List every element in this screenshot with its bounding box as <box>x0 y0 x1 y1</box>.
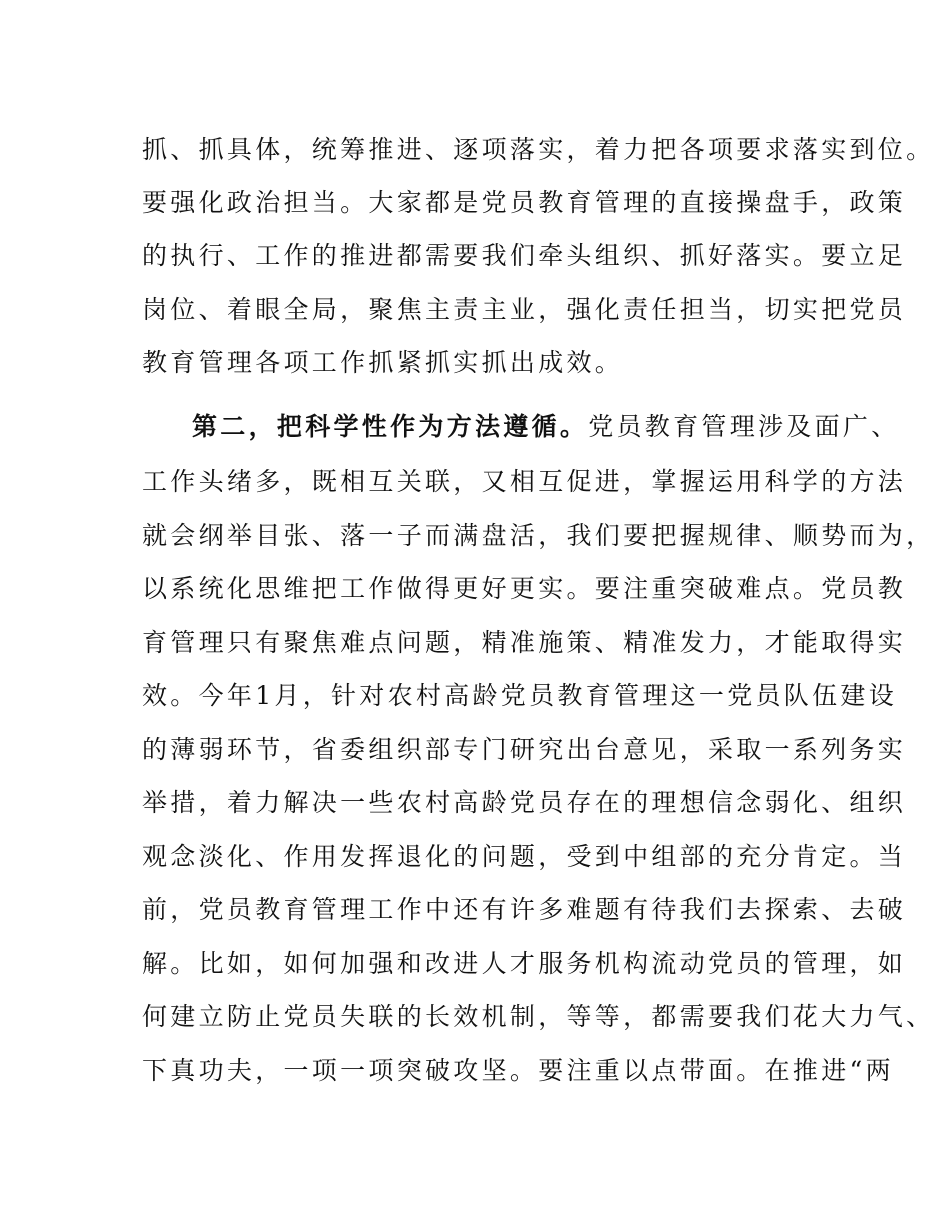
text-line-3: 的执行、工作的推进都需要我们牵头组织、抓好落实。要立足 <box>142 241 907 270</box>
text-line-17: 何建立防止党员失联的长效机制，等等，都需要我们花大力气、 <box>142 1002 935 1031</box>
text-line-8: 就会纲举目张、落一子而满盘活，我们要把握规律、顺势而为， <box>142 521 935 550</box>
text-line-2: 要强化政治担当。大家都是党员教育管理的直接操盘手，政策 <box>142 188 907 217</box>
text-line-18: 下真功夫，一项一项突破攻坚。要注重以点带面。在推进“两 <box>142 1056 894 1085</box>
text-line-9: 以系统化思维把工作做得更好更实。要注重突破难点。党员教 <box>142 574 907 603</box>
paragraph-2-first-line <box>192 407 900 447</box>
text-line-1: 抓、抓具体，统筹推进、逐项落实，着力把各项要求落实到位。 <box>142 135 935 164</box>
text-line-7: 工作头绪多，既相互关联，又相互促进，掌握运用科学的方法 <box>142 467 907 496</box>
text-line-10: 育管理只有聚焦难点问题，精准施策、精准发力，才能取得实 <box>142 628 907 657</box>
section-heading: 第二，把科学性作为方法遵循。 <box>192 412 589 441</box>
text-line-5: 教育管理各项工作抓紧抓实抓出成效。 <box>142 348 624 377</box>
text-line-11: 效。今年1月，针对农村高龄党员教育管理这一党员队伍建设 <box>142 681 898 710</box>
text-line-15: 前，党员教育管理工作中还有许多难题有待我们去探索、去破 <box>142 895 907 924</box>
text-line-6: 党员教育管理涉及面广、 <box>588 412 900 441</box>
text-line-13: 举措，着力解决一些农村高龄党员存在的理想信念弱化、组织 <box>142 788 907 817</box>
text-line-12: 的薄弱环节，省委组织部专门研究出台意见，采取一系列务实 <box>142 735 907 764</box>
text-line-16: 解。比如，如何加强和改进人才服务机构流动党员的管理，如 <box>142 949 907 978</box>
text-line-4: 岗位、着眼全局，聚焦主责主业，强化责任担当，切实把党员 <box>142 295 907 324</box>
text-line-14: 观念淡化、作用发挥退化的问题，受到中组部的充分肯定。当 <box>142 842 907 871</box>
